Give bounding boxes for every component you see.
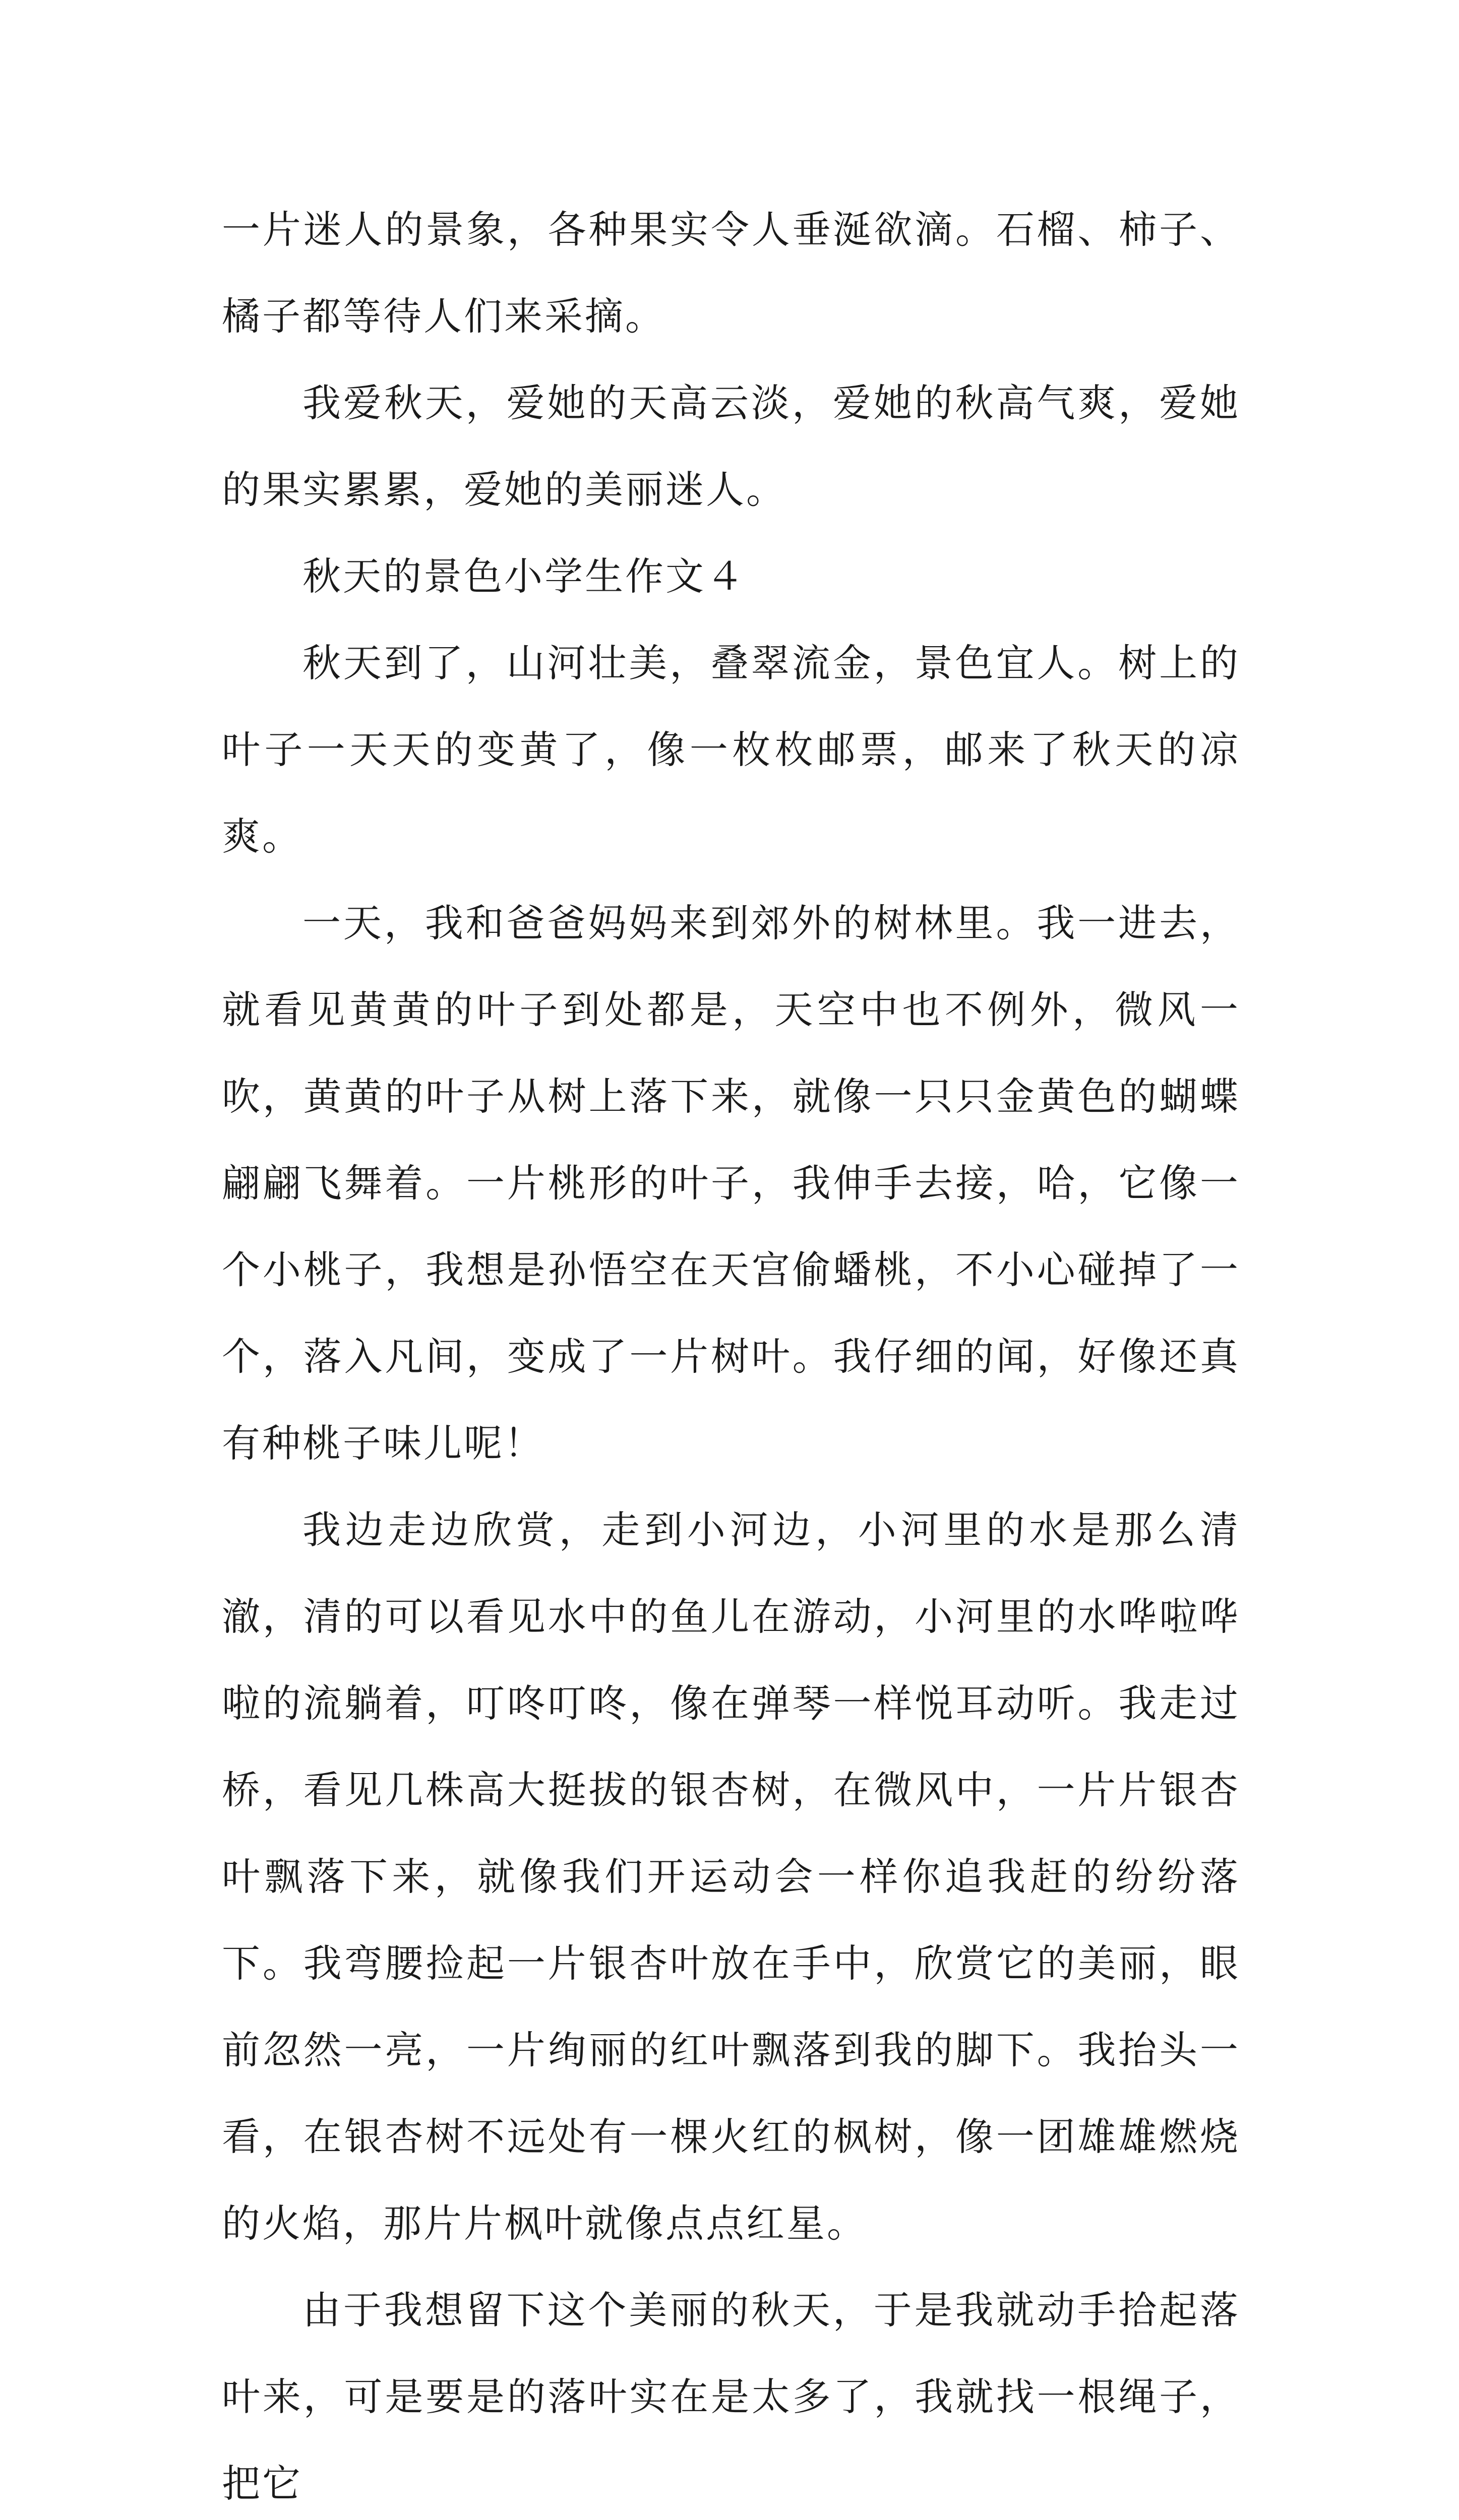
paragraph-5: 我边走边欣赏，走到小河边，小河里的水是那么清澈，清的可以看见水中的鱼儿在游动，小河里的水哗啦哗啦的流躺着，叮咚叮咚，像在弹琴一样悦耳动听。我走过桥，看见几株高大挺拔的银杏树，在微风中，一片片银杏叶飘落下来，就像我们开运动会一样你追我赶的纷纷落下。我弯腰捡起一片银杏叶放在手中，欣赏它的美丽，眼前忽然一亮，一片绚丽的红叶飘落到我的脚下。我抬头一看，在银杏树不远处有一棵火红的枫树，像一团雄雄燃烧的火焰，那片片枫叶就像点点红星。: [222, 1507, 1240, 2246]
paragraph-6: 由于我想留下这个美丽的秋天，于是我就动手拾起落叶来，可是要是的落叶实在是太多了，我就找一根绳子，把它: [222, 2288, 1240, 2506]
paragraph-2: 我爱秋天，爱她的天高云淡，爱她的秋高气爽，爱她的果实累累，爱她的美丽迷人。: [222, 381, 1240, 512]
section-heading: 秋天的景色小学生作文４: [302, 554, 746, 599]
paragraph-4: 一天，我和爸爸妈妈来到郊外的树林里。我一进去，就看见黄黄的叶子到处都是，天空中也不例外，微风一吹，黄黄的叶子从树上落下来，就像一只只金黄色的蝴蝶翩翩飞舞着。一片桃形的叶子，我伸手去接，哈，它像一个小桃子，我想是孙悟空在天宫偷蟠桃，不小心碰掉了一个，落入凡间，变成了一片树叶。我仔细的闻，好像还真有种桃子味儿呢！: [222, 901, 1240, 1466]
paragraph-1: 一片迷人的景象，各种果实令人垂涎欲滴。石榴、柿子、橘子都等待人们来采摘。: [222, 207, 1240, 339]
paragraph-3: 秋天到了，山河壮美，叠翠流金，景色宜人。树上的叶子一天天的变黄了，像一枚枚邮票，邮来了秋天的凉爽。: [222, 641, 1240, 859]
essay-body: [222, 186, 1240, 2520]
